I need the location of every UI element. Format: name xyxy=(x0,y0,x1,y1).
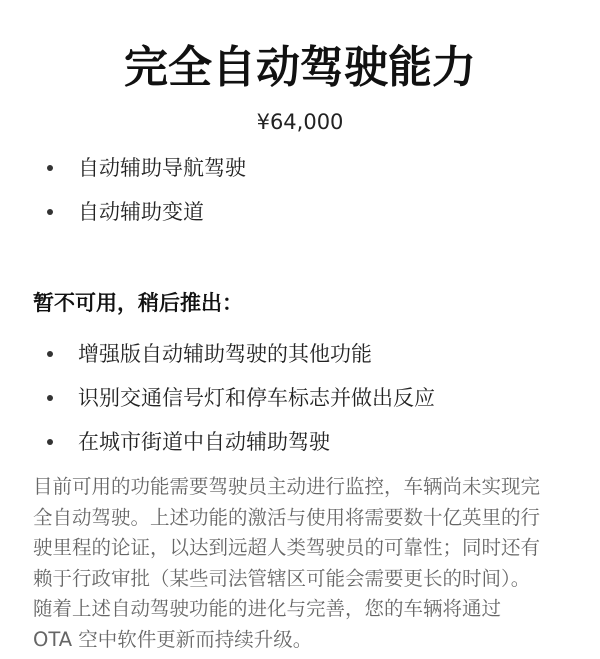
disclaimer-line: 全自动驾驶。上述功能的激活与使用将需要数十亿英里的行 xyxy=(33,505,541,529)
bullet-icon xyxy=(47,209,53,215)
price: ¥64,000 xyxy=(256,110,344,134)
disclaimer-paragraph xyxy=(33,472,553,655)
disclaimer-line: OTA 空中软件更新而持续升级。 xyxy=(33,627,313,651)
page-title: 完全自动驾驶能力 xyxy=(124,42,476,93)
disclaimer-line: 赖于行政审批（某些司法管辖区可能会需要更长的时间）。 xyxy=(33,566,531,590)
list-item-text: 增强版自动辅助驾驶的其他功能 xyxy=(78,342,372,366)
bullet-icon xyxy=(47,395,53,401)
disclaimer-line: 目前可用的功能需要驾驶员主动进行监控，车辆尚未实现完 xyxy=(33,475,541,498)
bullet-icon xyxy=(47,351,53,357)
list-item-text: 在城市街道中自动辅助驾驶 xyxy=(78,430,330,454)
list-item-text: 自动辅助导航驾驶 xyxy=(78,156,246,180)
disclaimer-line: 随着上述自动驾驶功能的进化与完善，您的车辆将通过 xyxy=(33,597,502,620)
bullet-icon xyxy=(47,165,53,171)
disclaimer-line: 驶里程的论证，以达到远超人类驾驶员的可靠性；同时还有 xyxy=(33,536,541,559)
list-item-text: 识别交通信号灯和停车标志并做出反应 xyxy=(78,386,435,410)
bullet-icon xyxy=(47,439,53,445)
list-item-text: 自动辅助变道 xyxy=(78,200,204,224)
coming-later-heading: 暂不可用，稍后推出： xyxy=(33,291,243,315)
